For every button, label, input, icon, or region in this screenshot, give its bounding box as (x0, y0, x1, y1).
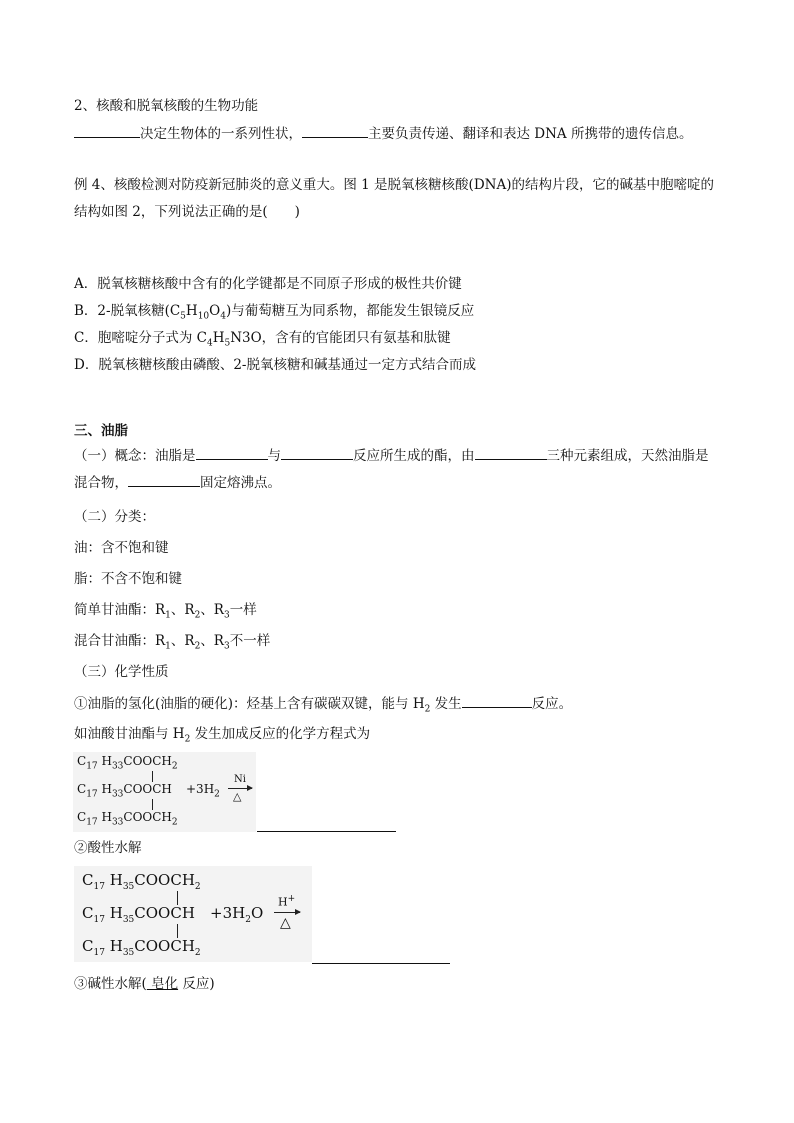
fill-blank[interactable] (475, 445, 547, 460)
option-d: D．脱氧核糖核酸由磷酸、2-脱氧核糖和碱基通过一定方式结合而成 (74, 357, 476, 373)
reaction-arrow-icon (228, 788, 252, 789)
fat-definition: 脂：不含不饱和键 (74, 571, 182, 587)
acid-hydrolysis-heading: ②酸性水解 (74, 840, 142, 856)
option-c: C．胞嘧啶分子式为 $C_4H_5N3O$，含有的官能团只有氨基和肽键 (74, 330, 451, 349)
eq1-row3: $C_{17}$ $H_{33}COOCH_2$ (77, 810, 178, 828)
eq1-catalyst: Ni (234, 774, 246, 785)
answer-blank-2[interactable] (312, 963, 450, 964)
fill-blank[interactable] (196, 445, 268, 460)
bond-line (152, 799, 153, 810)
heat-icon: △ (280, 915, 291, 931)
bond-line (177, 891, 178, 905)
eq1-reagent: $+3H_2$ (186, 782, 220, 800)
option-b: B．2-脱氧核糖$(C_5H_{10}O_4)$与葡萄糖互为同系物，都能发生银镜反应 (74, 303, 475, 322)
eq2-row3: $C_{17}$ $H_{35}COOCH_2$ (82, 937, 201, 958)
fill-blank[interactable] (281, 445, 353, 460)
eq2-row2: $C_{17}$ $H_{35}COOCH$ (82, 904, 195, 925)
bond-line (177, 924, 178, 938)
hydrogenation-line: ①油脂的氢化(油脂的硬化)：烃基上含有碳碳双键，能与 $H_2$ 发生 反应。 (74, 693, 572, 720)
equation-2-image (74, 866, 312, 962)
fill-blank[interactable] (128, 472, 200, 487)
simple-glyceride: 简单甘油酯：$R_1$、$R_2$、$R_3$一样 (74, 602, 257, 621)
base-hydrolysis-heading: ③碱性水解( 皂化 反应) (74, 976, 215, 992)
chemical-properties-heading: （三）化学性质 (74, 664, 169, 680)
eq2-row1: $C_{17}$ $H_{35}COOCH_2$ (82, 871, 201, 892)
section-2-title: 2、核酸和脱氧核酸的生物功能 (74, 98, 259, 114)
oil-definition: 油：含不饱和键 (74, 540, 169, 556)
mixed-glyceride: 混合甘油酯：$R_1$、$R_2$、$R_3$不一样 (74, 633, 271, 652)
fill-blank[interactable] (302, 123, 368, 138)
hydrogenation-example: 如油酸甘油酯与 $H_2$ 发生加成反应的化学方程式为 (74, 726, 371, 745)
bond-line (152, 771, 153, 782)
concept-line2: 混合物， 固定熔沸点。 (74, 472, 281, 493)
example-4-line2: 结构如图 2，下列说法正确的是( ) (74, 204, 300, 220)
concept-line1: （一）概念：油脂是 与 反应所生成的酯，由 三种元素组成，天然油脂是 (74, 445, 709, 466)
option-a: A．脱氧核糖核酸中含有的化学键都是不同原子形成的极性共价键 (74, 276, 462, 292)
answer-blank-1[interactable] (257, 831, 396, 832)
reaction-arrow-icon (274, 912, 300, 913)
section-2-paragraph: 决定生物体的一系列性状， 主要负责传递、翻译和表达 DNA 所携带的遗传信息。 (74, 123, 692, 144)
example-4-line1: 例 4、核酸检测对防疫新冠肺炎的意义重大。图 1 是脱氧核糖核酸(DNA)的结构片段，它的碱基中胞嘧啶的 (74, 177, 714, 193)
fill-blank[interactable] (462, 693, 532, 708)
equation-1-image (73, 752, 256, 832)
eq2-catalyst: H+ (278, 894, 296, 909)
classification-heading: （二）分类： (74, 509, 155, 525)
eq2-reagent: $+3H_2O$ (210, 904, 264, 925)
heat-icon: △ (233, 790, 242, 803)
fill-blank[interactable] (74, 123, 140, 138)
section-3-title: 三、油脂 (74, 423, 128, 439)
eq1-row1: $C_{17}$ $H_{33}COOCH_2$ (77, 754, 178, 772)
eq1-row2: $C_{17}$ $H_{33}COOCH$ (77, 782, 172, 800)
